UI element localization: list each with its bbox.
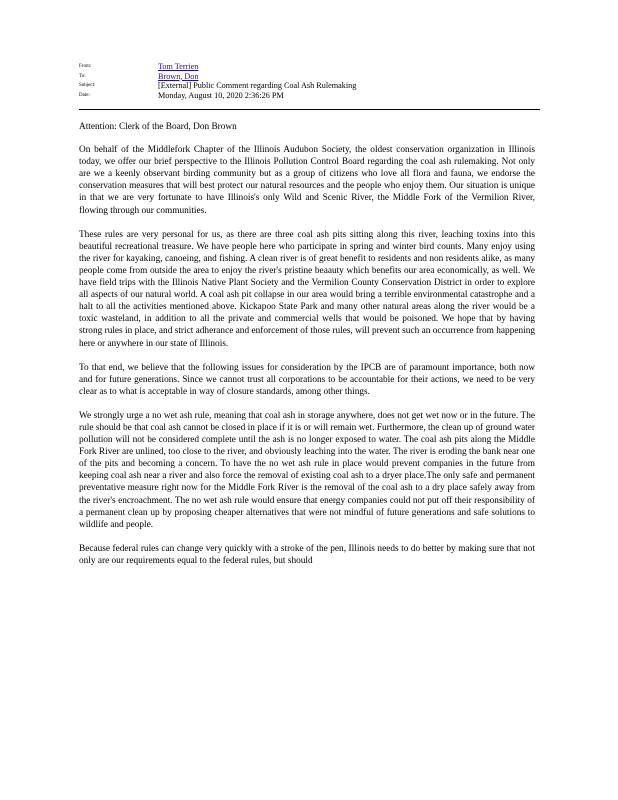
date-value: Monday, August 10, 2020 2:36:26 PM [158,90,284,100]
attention-line: Attention: Clerk of the Board, Don Brown [79,122,237,132]
sender-link[interactable]: Tom Terrien [158,62,199,71]
from-label: From: [79,64,92,69]
date-row [79,91,539,101]
header-divider [79,109,540,110]
date-label: Date: [79,92,90,98]
subject-value: [External] Public Comment regarding Coal Ash Rulemaking [158,81,357,91]
body-paragraph-3: To that end, we believe that the following issues for consideration by the IPCB are of paramount importance, both now and for future generations. Since we cannot trust all corporations to be accountable for their actions, we need to be very clear as to what is acceptable in way of closure standards, among other things. [79,362,535,397]
to-row [79,72,539,82]
body-paragraph-4: We strongly urge a no wet ash rule, meaning that coal ash in storage anywhere, does not get wet now or in the future. The rule should be that coal ash cannot be closed in place if it is or will remain wet. Furthermore, the clean up of ground water pollution will not be considered complete until the ash is no longer exposed to water. The coal ash pits along the Middle Fork River are unlined, too close to the river, and obviously leaching into the water. The river is eroding the bank near one of the pits and becoming a concern. To have the no wet ash rule in place would prevent companies in the future from keeping coal ash near a river and also force the removal of existing coal ash to a dryer place.The only safe and permanent preventative measure right now for the Middle Fork River is the removal of the coal ash to a dry place safely away from the river's encroachment. The no wet ash rule would ensure that energy companies could not put off their responsibility of a permanent clean up by proposing cheaper alternatives that were not mindful of future generations and safe solutions to wildlife and people. [79,410,535,530]
body-paragraph-2: These rules are very personal for us, as there are three coal ash pits sitting along this river, leaching toxins into this beautiful recreational treasure. We have people here who participate in spring and winter bird counts. Many enjoy using the river for kayaking, canoeing, and fishing. A clean river is of great benefit to residents and non residents alike, as many people come from outside the area to enjoy the river's pristine beaauty which benefits our area economically, as well. We have field trips with the Illinois Native Plant Society and the Vermilion County Conservation District in order to explore all aspects of our natural world. A coal ash pit collapse in our area would bring a terrible environmental catastrophe and a halt to all the activities mentioned above. Kickapoo State Park and many other natural areas along the river would be a toxic wasteland, in addition to all the private and commercial wells that would be poisoned. We hope that by having strong rules in place, and strict adherance and enforcement of those rules, will prevent such an occurrence from happening here or anywhere in our state of Illinois. [79,229,535,349]
recipient-link[interactable]: Brown, Don [158,71,199,81]
subject-row [79,81,539,91]
body-paragraph-1: On behalf of the Middlefork Chapter of the Illinois Audubon Society, the oldest conservation organization in Illinois today, we offer our brief perspective to the Illinois Pollution Control Board regarding the coal ash rulemaking. Not only are we a keenly observant birding community but as a group of citizens who love all flora and fauna, we endorse the conservation measures that will best protect our natural resources and the people who enjoy them. Our situation is unique in that we are very fortunate to have Illinois's only Wild and Scenic River, the Middle Fork of the Vermilion River, flowing through our communities. [79,145,535,216]
body-paragraph-5: Because federal rules can change very quickly with a stroke of the pen, Illinois needs to do better by making sure that not only are our requirements equal to the federal rules, but should [79,543,535,566]
subject-label: Subject: [79,83,96,89]
to-label: To: [79,73,86,79]
email-header [79,62,539,100]
from-row [79,62,539,72]
email-body [79,121,535,579]
